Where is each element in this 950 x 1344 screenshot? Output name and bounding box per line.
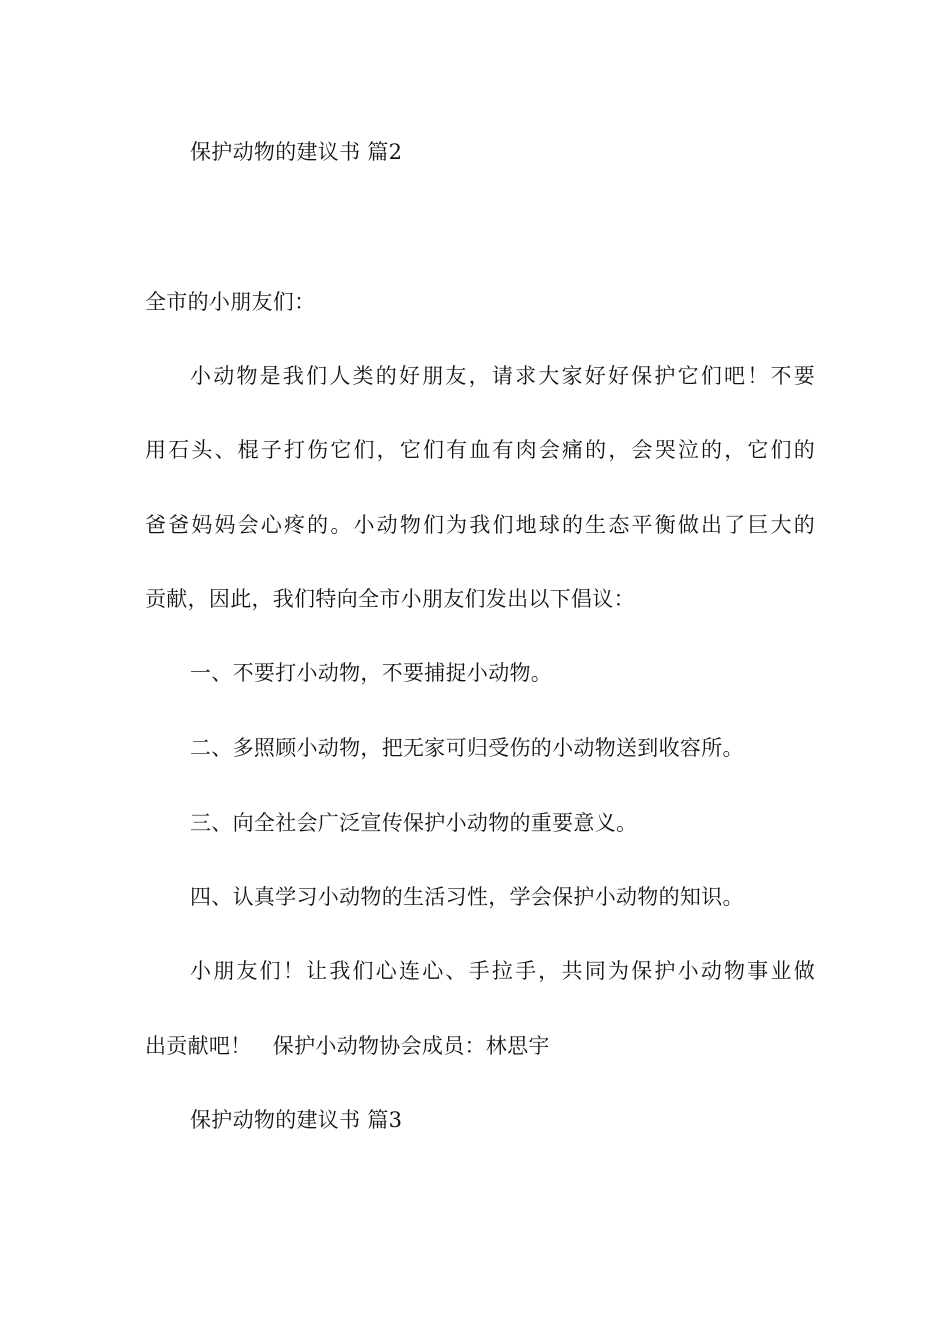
paragraph-line: 用石头、棍子打伤它们，它们有血有肉会痛的，会哭泣的，它们的 [145, 438, 815, 462]
closing-signature-line: 出贡献吧！ 保护小动物协会成员：林思宇 [145, 1034, 550, 1058]
salutation: 全市的小朋友们： [145, 290, 316, 314]
section-heading: 保护动物的建议书 篇2 [190, 140, 403, 164]
paragraph-line: 贡献，因此，我们特向全市小朋友们发出以下倡议： [145, 587, 635, 611]
paragraph-line: 小动物是我们人类的好朋友，请求大家好好保护它们吧！不要 [190, 364, 815, 388]
proposal-item: 四、认真学习小动物的生活习性，学会保护小动物的知识。 [190, 885, 744, 909]
proposal-item: 三、向全社会广泛宣传保护小动物的重要意义。 [190, 811, 638, 835]
paragraph-line: 爸爸妈妈会心疼的。小动物们为我们地球的生态平衡做出了巨大的 [145, 513, 815, 537]
closing-line: 小朋友们！让我们心连心、手拉手，共同为保护小动物事业做 [190, 959, 815, 983]
section-heading: 保护动物的建议书 篇3 [190, 1108, 403, 1132]
proposal-item: 一、不要打小动物，不要捕捉小动物。 [190, 661, 553, 685]
proposal-item: 二、多照顾小动物，把无家可归受伤的小动物送到收容所。 [190, 736, 744, 760]
